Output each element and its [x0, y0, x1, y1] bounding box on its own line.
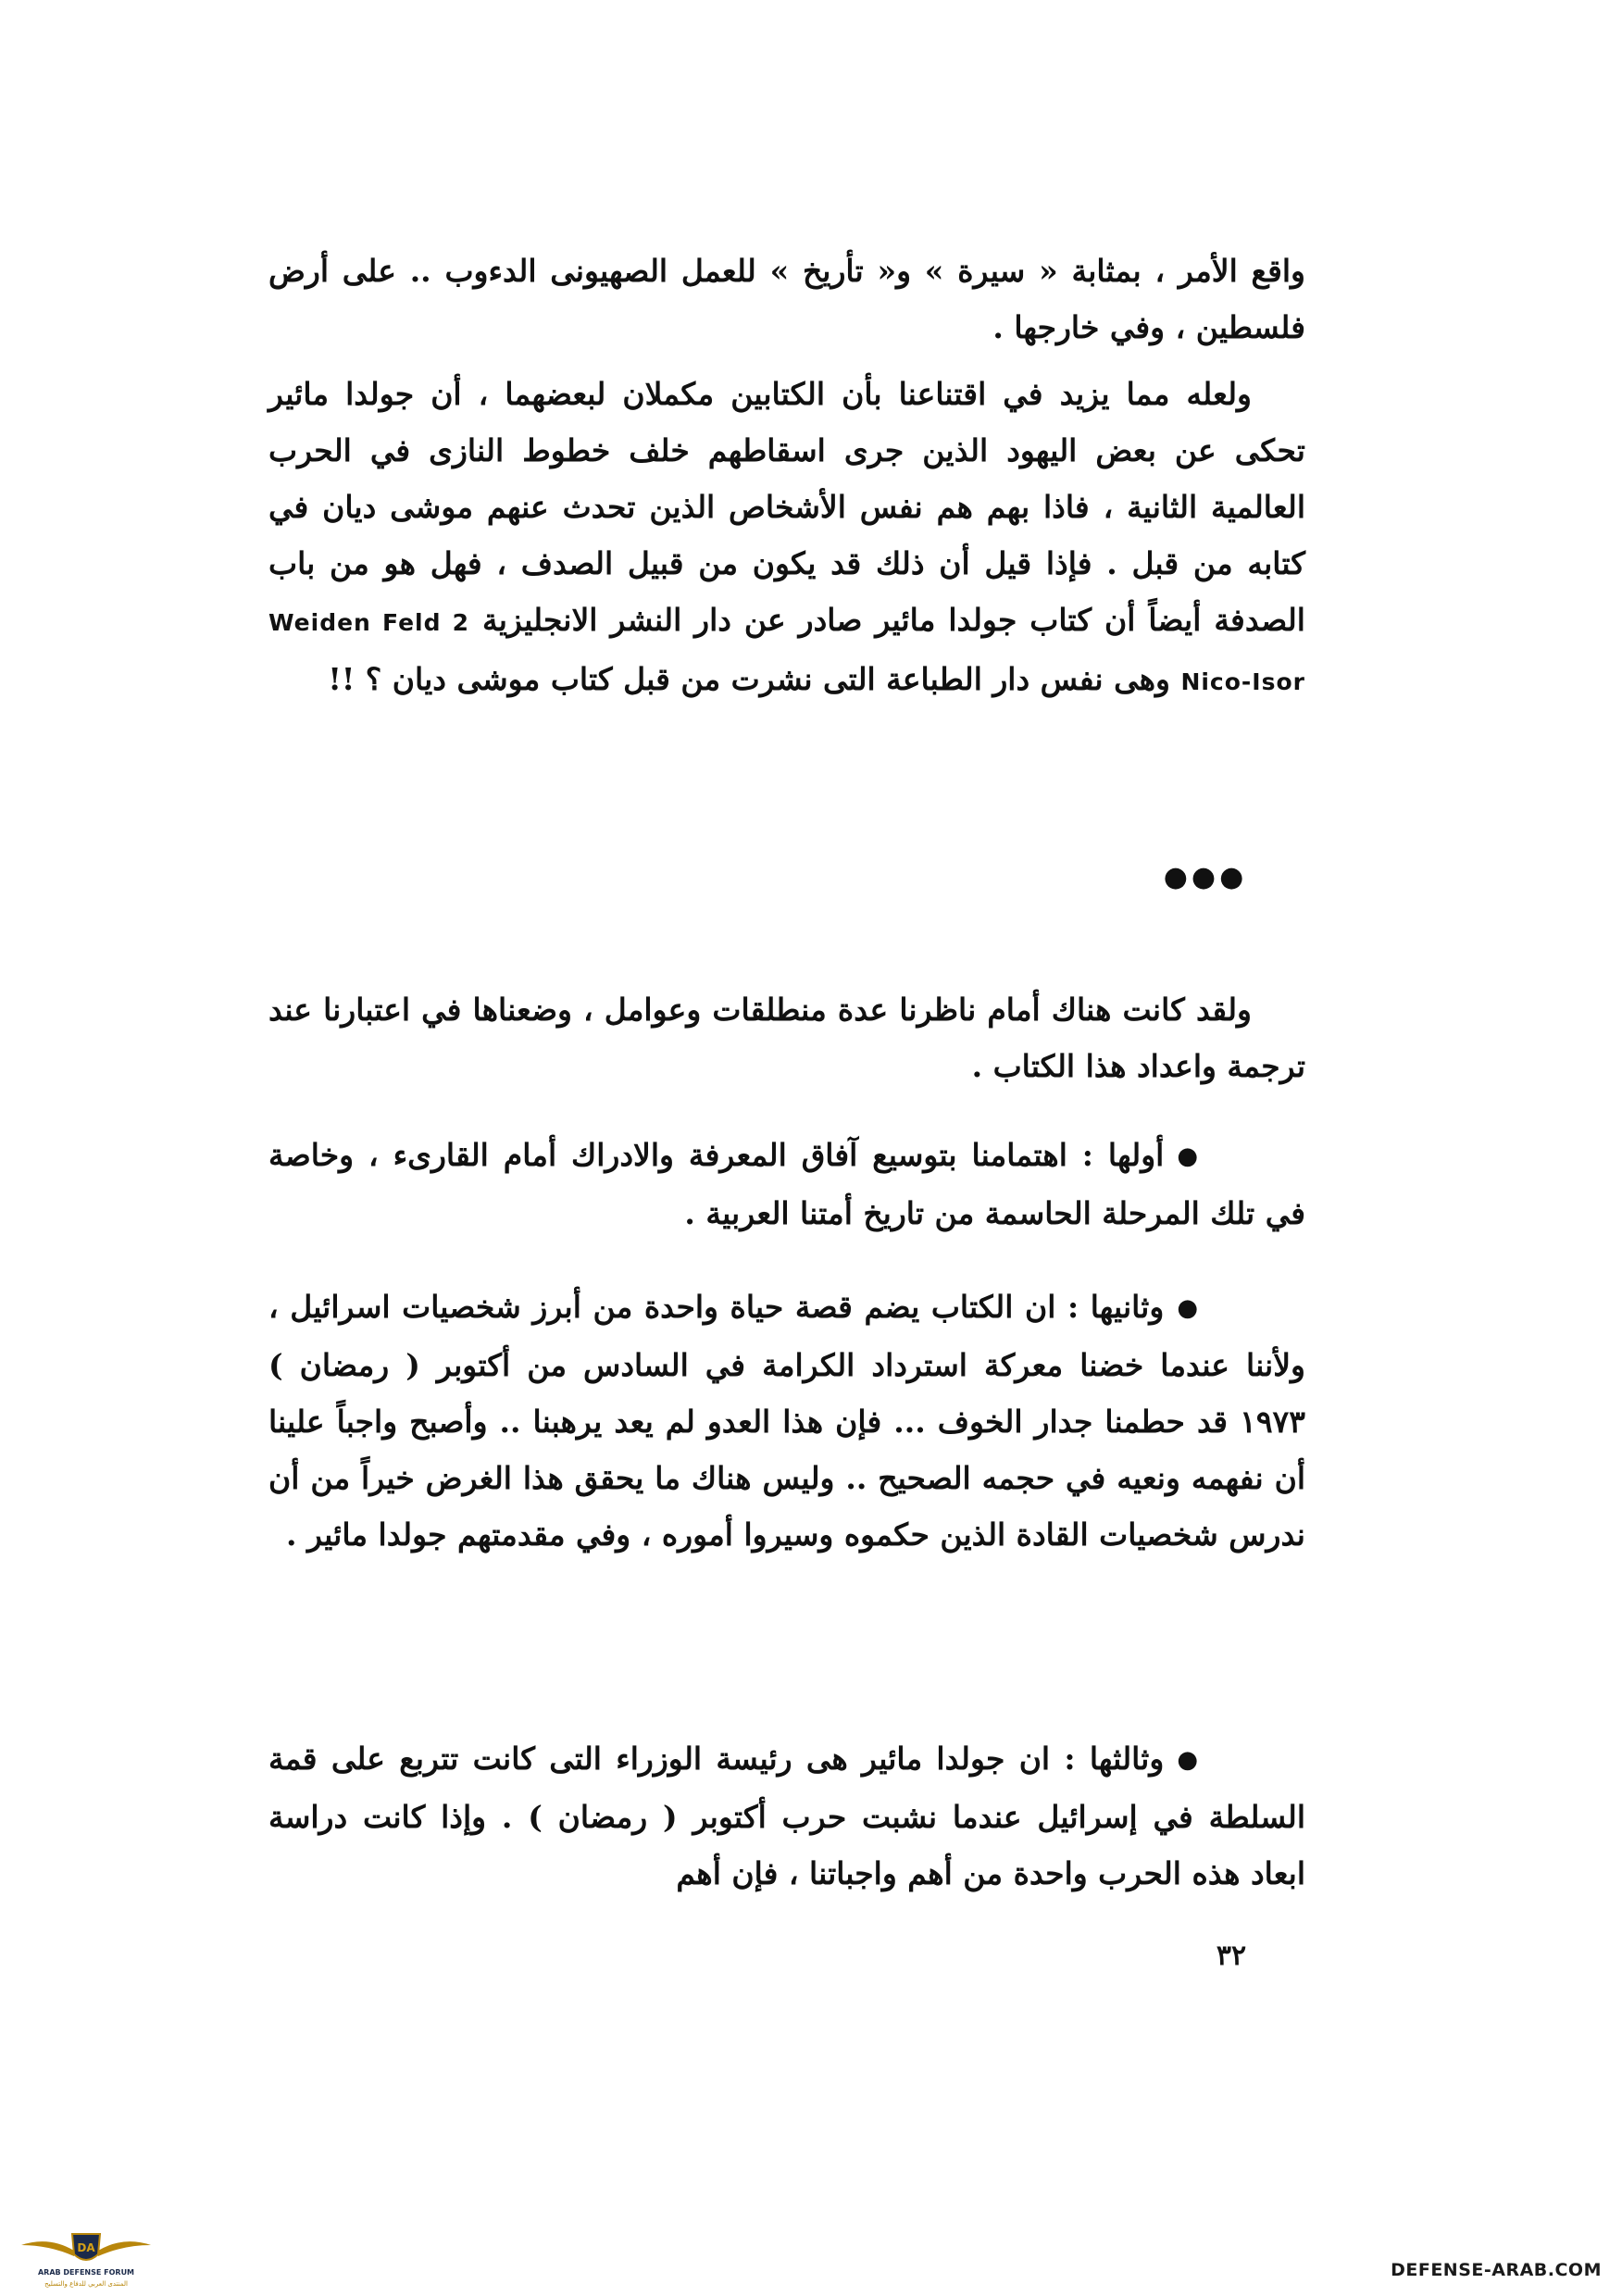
paragraph-text: وثانيها : ان الكتاب يضم قصة حياة واحدة من أبرز شخصيات اسرائيل ، ولأننا عندما خضنا معركة استرداد الكرامة في السادس من أكتوبر ( رمضان ) ١٩٧٣ قد حطمنا جدار الخوف ... فإن هذا العدو لم يعد يرهبنا .. وأصبح واجباً علينا أن نفهمه ونعيه في حجمه الصحيح .. وليس هناك ما يحقق هذا الغرض خيراً من أن ندرس شخصيات القادة الذين حكموه وسيروا أموره ، وفي مقدمتهم جولدا مائير .	[268, 1289, 1305, 1553]
forum-logo-icon	[17, 2217, 156, 2291]
section-separator: ●●●	[1163, 861, 1248, 893]
bullet-icon: ●	[1177, 1142, 1199, 1170]
paragraph-text: أولها : اهتمامنا بتوسيع آفاق المعرفة والادراك أمام القارىء ، وخاصة في تلك المرحلة الحاسمة من تاريخ أمتنا العربية .	[268, 1137, 1305, 1231]
publisher-name: Weiden Feld 2 Nico-Isor	[268, 609, 1305, 695]
paragraph-text: ولقد كانت هناك أمام ناظرنا عدة منطلقات وعوامل ، وضعناها في اعتبارنا عند ترجمة واعداد هذا الكتاب .	[268, 992, 1305, 1084]
paragraph-text: واقع الأمر ، بمثابة « سيرة » و« تأريخ » للعمل الصهيونى الدءوب .. على أرض فلسطين ، وفي خارجها .	[268, 253, 1305, 345]
site-watermark: DEFENSE-ARAB.COM	[1391, 2260, 1602, 2280]
paragraph-text-wrapper	[268, 366, 1305, 710]
bullet-paragraph-first	[268, 1127, 1305, 1242]
bullet-paragraph-third	[268, 1730, 1305, 1902]
svg-text:المنتدى العربي للدفاع والتسليح: المنتدى العربي للدفاع والتسليح	[44, 2280, 128, 2288]
paragraph-motivations-intro	[268, 981, 1305, 1094]
bullet-paragraph	[268, 1127, 1305, 1242]
svg-text:ARAB DEFENSE FORUM: ARAB DEFENSE FORUM	[37, 2268, 135, 2277]
bullet-paragraph	[268, 1279, 1305, 1563]
paragraph-text: ولعله مما يزيد في اقتناعنا بأن الكتابين مكملان لبعضهما ، أن جولدا مائير تحكى عن بعض اليهود الذين جرى اسقاطهم خلف خطوط النازى في الحرب العالمية الثانية ، فاذا بهم هم نفس الأشخاص الذين تحدث عنهم موشى ديان في كتابه من قبل . فإذا قيل أن ذلك قد يكون من قبيل الصدف ، فهل هو من باب الصدفة أيضاً أن كتاب جولدا مائير صادر عن دار النشر الانجليزية	[268, 376, 1305, 638]
bullet-paragraph	[268, 1730, 1305, 1902]
paragraph-text-end: وهى نفس دار الطباعة التى نشرت من قبل كتاب موشى ديان ؟ !!	[328, 661, 1170, 697]
svg-text:DA: DA	[77, 2241, 95, 2254]
paragraph-books-comparison	[268, 366, 1305, 710]
bullet-icon: ●	[1177, 1294, 1198, 1322]
paragraph-continuation	[268, 243, 1305, 356]
page-number: ٣٢	[1216, 1940, 1247, 1972]
bullet-paragraph-second	[268, 1279, 1305, 1563]
paragraph-text: وثالثها : ان جولدا مائير هى رئيسة الوزراء التى كانت تتربع على قمة السلطة في إسرائيل عندما نشبت حرب أكتوبر ( رمضان ) . وإذا كانت دراسة ابعاد هذه الحرب واحدة من أهم واجباتنا ، فإن أهم	[268, 1741, 1305, 1891]
bullet-icon: ●	[1177, 1746, 1198, 1774]
